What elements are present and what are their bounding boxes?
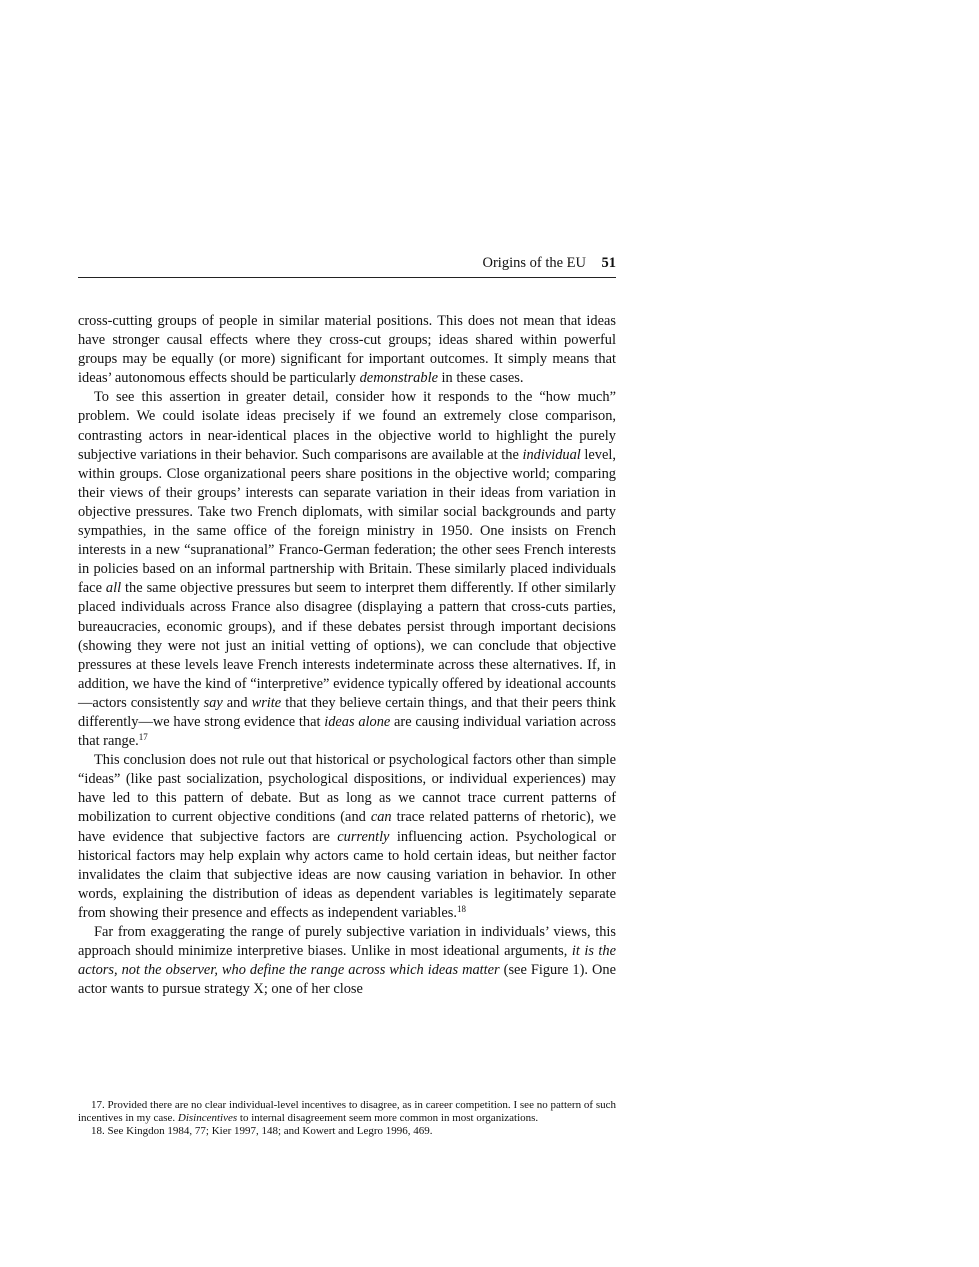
text-run: To see this assertion in greater detail, consider how it responds to the “how much” problem. We could isolate ideas precisely if we found an extremely close comparison, contrasting actors in near-identical places in the objective world to highlight the purely subjective variations in their behavior. Such comparisons are available at the (78, 389, 616, 463)
emphasis: demonstrable (359, 370, 438, 387)
text-run: 17. Provided there are no clear individual-level incentives to disagree, as in career competition. I see no pattern of such incentives in my case. (78, 1099, 616, 1124)
text-run: the same objective pressures but seem to interpret them differently. If other similarly placed individuals across France also disagree (displaying a pattern that cross-cuts parties, bureaucracies, economic groups), and if these debates persist through important decisions (showing they were not just an initial vetting of options), we can conclude that objective pressures at these levels leave French interests indeterminate across these alternatives. If, in addition, we have the kind of “interpretive” evidence typically offered by ideational accounts—actors consistently (78, 580, 616, 711)
text-run: trace related patterns of rhetoric), we have evidence that subjective factors are (78, 809, 617, 845)
page-number: 51 (601, 255, 616, 271)
text-run: This conclusion does not rule out that historical or psychological factors other than simple “ideas” (like past socialization, psychological dispositions, or individual experiences) may have led to this pattern of debate. But as long as we cannot trace current patterns of mobilization to current objective conditions (and (78, 752, 616, 826)
emphasis: currently (337, 828, 390, 845)
footnote-ref-18[interactable]: 18 (456, 903, 466, 914)
text-run: (see Figure 1). One actor wants to pursue strategy X; one of her close (78, 962, 616, 998)
footnote-ref-17[interactable]: 17 (138, 732, 148, 743)
emphasis: say (203, 694, 223, 711)
footnotes (78, 1099, 616, 1138)
paragraph-1 (78, 312, 616, 388)
text-run: influencing action. Psychological or historical factors may help explain why actors came to hold certain ideas, but neither factor invalidates the claim that subjective ideas are now causing variation in behavior. In other words, explaining the distribution of ideas as dependent variables is legitimately separate from showing their presence and effects as independent variables. (78, 828, 616, 921)
emphasis: ideas alone (324, 713, 391, 730)
text-run: that they believe certain things, and that their peers think differently—we have strong evidence that (78, 694, 616, 730)
text-run: in these cases. (437, 370, 524, 387)
text-run: and (222, 694, 252, 711)
footnote-17 (78, 1099, 616, 1125)
paragraph-4 (78, 923, 616, 999)
text-run: 18. See Kingdon 1984, 77; Kier 1997, 148; and Kowert and Legro 1996, 469. (91, 1124, 433, 1137)
paragraph-3 (78, 751, 616, 923)
running-head-title: Origins of the EU (482, 255, 586, 271)
emphasis: Disincentives (177, 1111, 238, 1124)
text-run: are causing individual variation across that range. (78, 713, 616, 750)
text-run: level, within groups. Close organizational peers share positions in the objective world; comparing their views of their groups’ interests can separate variation in their ideas from variation in objective pressures. Take two French diplomats, with similar social backgrounds and party sympathies, in the same office of the foreign ministry in 1950. One insists on French interests in a new “supranational” Franco-German federation; the other sees French interests in policies based on an informal partnership with Britain. These similarly placed individuals face (78, 446, 616, 597)
paragraph-2 (78, 388, 616, 751)
text-run: Far from exaggerating the range of purely subjective variation in individuals’ views, this approach should minimize interpretive biases. Unlike in most ideational arguments, (78, 924, 616, 960)
text-run: to internal disagreement seem more common in most organizations. (237, 1111, 539, 1124)
body-text (78, 312, 616, 999)
emphasis: all (105, 580, 122, 597)
emphasis: individual (522, 446, 581, 463)
emphasis: can (370, 809, 392, 826)
emphasis: write (251, 694, 282, 711)
emphasis: it is the actors, not the observer, who define the range across which ideas matter (78, 943, 617, 979)
footnote-18 (78, 1125, 616, 1138)
text-run: cross-cutting groups of people in similar material positions. This does not mean that ideas have stronger causal effects where they cross-cut groups; ideas shared within powerful groups may be equally (or more) significant for important outcomes. It simply means that ideas’ autonomous effects should be particularly (78, 313, 616, 387)
running-head (78, 255, 616, 278)
